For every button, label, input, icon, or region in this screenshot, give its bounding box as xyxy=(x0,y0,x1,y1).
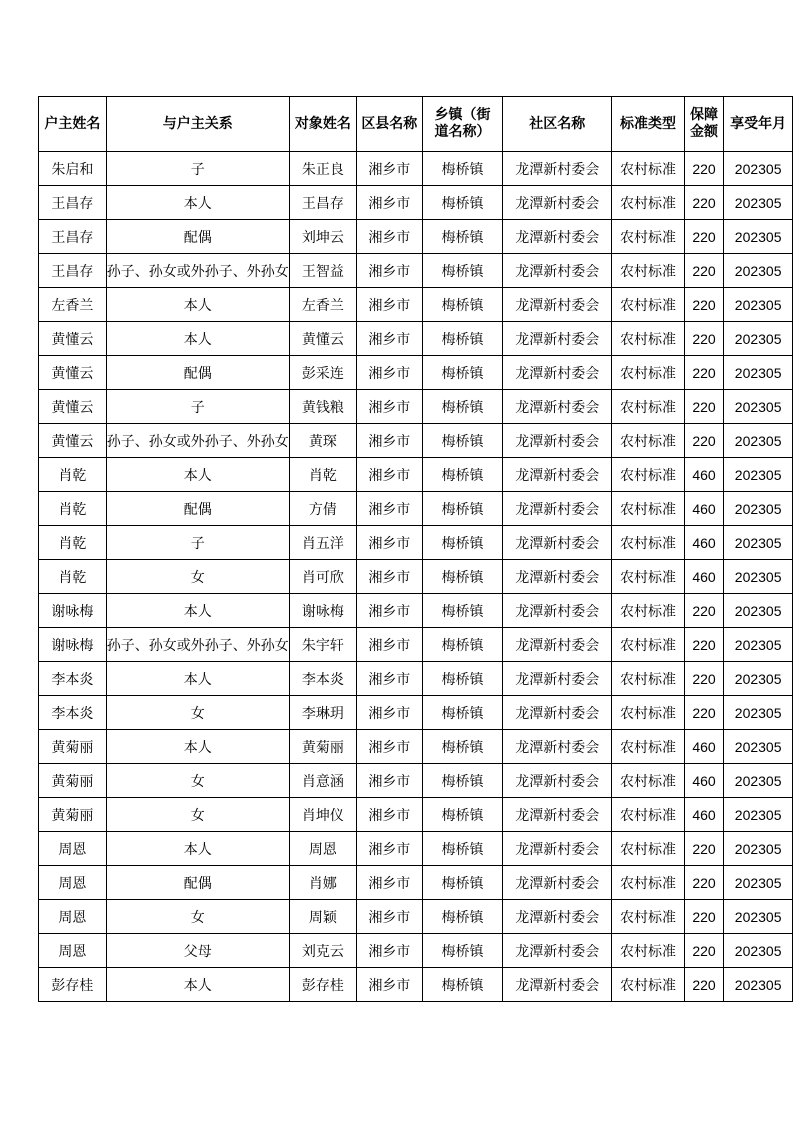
cell-township: 梅桥镇 xyxy=(422,152,503,186)
cell-householder-name: 谢咏梅 xyxy=(39,628,107,662)
cell-township: 梅桥镇 xyxy=(422,696,503,730)
cell-county: 湘乡市 xyxy=(356,390,422,424)
header-row xyxy=(39,97,793,152)
table-row xyxy=(39,832,793,866)
cell-township: 梅桥镇 xyxy=(422,866,503,900)
cell-township: 梅桥镇 xyxy=(422,288,503,322)
cell-standard-type: 农村标准 xyxy=(612,866,684,900)
cell-period: 202305 xyxy=(724,560,793,594)
cell-community: 龙潭新村委会 xyxy=(503,900,612,934)
cell-amount: 220 xyxy=(684,152,724,186)
cell-amount: 220 xyxy=(684,628,724,662)
cell-relation: 女 xyxy=(106,696,289,730)
cell-community: 龙潭新村委会 xyxy=(503,798,612,832)
cell-township: 梅桥镇 xyxy=(422,934,503,968)
table-row xyxy=(39,254,793,288)
cell-township: 梅桥镇 xyxy=(422,900,503,934)
cell-period: 202305 xyxy=(724,322,793,356)
cell-period: 202305 xyxy=(724,866,793,900)
cell-relation: 本人 xyxy=(106,594,289,628)
cell-relation: 配偶 xyxy=(106,866,289,900)
cell-township: 梅桥镇 xyxy=(422,390,503,424)
cell-county: 湘乡市 xyxy=(356,526,422,560)
cell-county: 湘乡市 xyxy=(356,832,422,866)
cell-householder-name: 周恩 xyxy=(39,866,107,900)
table-row xyxy=(39,288,793,322)
cell-period: 202305 xyxy=(724,356,793,390)
cell-standard-type: 农村标准 xyxy=(612,594,684,628)
cell-standard-type: 农村标准 xyxy=(612,356,684,390)
cell-county: 湘乡市 xyxy=(356,186,422,220)
cell-householder-name: 周恩 xyxy=(39,934,107,968)
table-row xyxy=(39,696,793,730)
cell-period: 202305 xyxy=(724,968,793,1002)
cell-county: 湘乡市 xyxy=(356,356,422,390)
cell-county: 湘乡市 xyxy=(356,322,422,356)
cell-period: 202305 xyxy=(724,798,793,832)
cell-period: 202305 xyxy=(724,662,793,696)
cell-township: 梅桥镇 xyxy=(422,526,503,560)
cell-relation: 配偶 xyxy=(106,220,289,254)
cell-standard-type: 农村标准 xyxy=(612,934,684,968)
cell-amount: 460 xyxy=(684,560,724,594)
cell-householder-name: 黄懂云 xyxy=(39,390,107,424)
cell-relation: 父母 xyxy=(106,934,289,968)
cell-recipient-name: 刘坤云 xyxy=(289,220,356,254)
cell-standard-type: 农村标准 xyxy=(612,764,684,798)
cell-period: 202305 xyxy=(724,628,793,662)
cell-period: 202305 xyxy=(724,152,793,186)
header-county: 区县名称 xyxy=(356,97,422,152)
cell-relation: 本人 xyxy=(106,968,289,1002)
cell-recipient-name: 黄钱粮 xyxy=(289,390,356,424)
table-row xyxy=(39,356,793,390)
cell-county: 湘乡市 xyxy=(356,696,422,730)
cell-recipient-name: 王智益 xyxy=(289,254,356,288)
cell-householder-name: 黄菊丽 xyxy=(39,798,107,832)
cell-relation: 配偶 xyxy=(106,356,289,390)
cell-amount: 460 xyxy=(684,526,724,560)
cell-community: 龙潭新村委会 xyxy=(503,288,612,322)
table-row xyxy=(39,662,793,696)
cell-amount: 220 xyxy=(684,696,724,730)
table-row xyxy=(39,900,793,934)
cell-county: 湘乡市 xyxy=(356,866,422,900)
cell-standard-type: 农村标准 xyxy=(612,220,684,254)
cell-recipient-name: 黄懂云 xyxy=(289,322,356,356)
cell-relation: 本人 xyxy=(106,458,289,492)
cell-amount: 220 xyxy=(684,186,724,220)
cell-householder-name: 朱启和 xyxy=(39,152,107,186)
cell-period: 202305 xyxy=(724,526,793,560)
cell-period: 202305 xyxy=(724,254,793,288)
cell-relation: 子 xyxy=(106,152,289,186)
cell-recipient-name: 黄琛 xyxy=(289,424,356,458)
cell-county: 湘乡市 xyxy=(356,254,422,288)
cell-county: 湘乡市 xyxy=(356,424,422,458)
cell-relation: 女 xyxy=(106,764,289,798)
header-period: 享受年月 xyxy=(724,97,793,152)
cell-recipient-name: 肖乾 xyxy=(289,458,356,492)
cell-township: 梅桥镇 xyxy=(422,560,503,594)
cell-relation: 女 xyxy=(106,798,289,832)
cell-recipient-name: 朱正良 xyxy=(289,152,356,186)
header-recipient-name: 对象姓名 xyxy=(289,97,356,152)
cell-township: 梅桥镇 xyxy=(422,322,503,356)
cell-recipient-name: 黄菊丽 xyxy=(289,730,356,764)
cell-period: 202305 xyxy=(724,458,793,492)
cell-relation: 本人 xyxy=(106,662,289,696)
cell-period: 202305 xyxy=(724,288,793,322)
cell-householder-name: 肖乾 xyxy=(39,526,107,560)
table-row xyxy=(39,798,793,832)
cell-standard-type: 农村标准 xyxy=(612,968,684,1002)
cell-township: 梅桥镇 xyxy=(422,424,503,458)
cell-township: 梅桥镇 xyxy=(422,458,503,492)
cell-recipient-name: 谢咏梅 xyxy=(289,594,356,628)
cell-relation: 孙子、孙女或外孙子、外孙女 xyxy=(106,254,289,288)
table-row xyxy=(39,764,793,798)
cell-relation: 孙子、孙女或外孙子、外孙女 xyxy=(106,628,289,662)
cell-standard-type: 农村标准 xyxy=(612,832,684,866)
cell-period: 202305 xyxy=(724,832,793,866)
cell-community: 龙潭新村委会 xyxy=(503,186,612,220)
cell-householder-name: 王昌存 xyxy=(39,220,107,254)
cell-relation: 子 xyxy=(106,526,289,560)
cell-county: 湘乡市 xyxy=(356,900,422,934)
cell-recipient-name: 彭采连 xyxy=(289,356,356,390)
cell-county: 湘乡市 xyxy=(356,730,422,764)
cell-relation: 女 xyxy=(106,900,289,934)
header-township: 乡镇（街道名称） xyxy=(422,97,503,152)
cell-county: 湘乡市 xyxy=(356,152,422,186)
cell-amount: 220 xyxy=(684,832,724,866)
cell-recipient-name: 方倩 xyxy=(289,492,356,526)
cell-recipient-name: 刘克云 xyxy=(289,934,356,968)
cell-relation: 配偶 xyxy=(106,492,289,526)
cell-township: 梅桥镇 xyxy=(422,730,503,764)
cell-community: 龙潭新村委会 xyxy=(503,628,612,662)
cell-amount: 220 xyxy=(684,866,724,900)
cell-community: 龙潭新村委会 xyxy=(503,968,612,1002)
cell-standard-type: 农村标准 xyxy=(612,900,684,934)
header-standard-type: 标准类型 xyxy=(612,97,684,152)
table-row xyxy=(39,152,793,186)
cell-county: 湘乡市 xyxy=(356,628,422,662)
cell-standard-type: 农村标准 xyxy=(612,186,684,220)
cell-householder-name: 黄懂云 xyxy=(39,424,107,458)
cell-amount: 460 xyxy=(684,730,724,764)
cell-township: 梅桥镇 xyxy=(422,356,503,390)
cell-community: 龙潭新村委会 xyxy=(503,696,612,730)
cell-householder-name: 周恩 xyxy=(39,832,107,866)
cell-standard-type: 农村标准 xyxy=(612,492,684,526)
cell-amount: 220 xyxy=(684,356,724,390)
cell-recipient-name: 朱宇轩 xyxy=(289,628,356,662)
cell-recipient-name: 彭存桂 xyxy=(289,968,356,1002)
cell-period: 202305 xyxy=(724,730,793,764)
cell-relation: 本人 xyxy=(106,288,289,322)
cell-recipient-name: 肖娜 xyxy=(289,866,356,900)
cell-householder-name: 李本炎 xyxy=(39,696,107,730)
cell-householder-name: 左香兰 xyxy=(39,288,107,322)
header-relation: 与户主关系 xyxy=(106,97,289,152)
header-amount: 保障金额 xyxy=(684,97,724,152)
cell-period: 202305 xyxy=(724,492,793,526)
table-row xyxy=(39,730,793,764)
cell-householder-name: 黄菊丽 xyxy=(39,764,107,798)
cell-county: 湘乡市 xyxy=(356,968,422,1002)
cell-householder-name: 李本炎 xyxy=(39,662,107,696)
cell-standard-type: 农村标准 xyxy=(612,458,684,492)
cell-period: 202305 xyxy=(724,764,793,798)
cell-standard-type: 农村标准 xyxy=(612,662,684,696)
cell-recipient-name: 李本炎 xyxy=(289,662,356,696)
cell-recipient-name: 肖五洋 xyxy=(289,526,356,560)
cell-amount: 460 xyxy=(684,798,724,832)
cell-householder-name: 肖乾 xyxy=(39,458,107,492)
cell-standard-type: 农村标准 xyxy=(612,254,684,288)
cell-community: 龙潭新村委会 xyxy=(503,492,612,526)
cell-county: 湘乡市 xyxy=(356,492,422,526)
cell-community: 龙潭新村委会 xyxy=(503,934,612,968)
cell-relation: 子 xyxy=(106,390,289,424)
cell-amount: 220 xyxy=(684,254,724,288)
table-row xyxy=(39,424,793,458)
cell-period: 202305 xyxy=(724,186,793,220)
cell-period: 202305 xyxy=(724,594,793,628)
cell-relation: 本人 xyxy=(106,730,289,764)
cell-recipient-name: 肖意涵 xyxy=(289,764,356,798)
cell-community: 龙潭新村委会 xyxy=(503,866,612,900)
cell-period: 202305 xyxy=(724,220,793,254)
cell-standard-type: 农村标准 xyxy=(612,424,684,458)
cell-county: 湘乡市 xyxy=(356,798,422,832)
cell-township: 梅桥镇 xyxy=(422,186,503,220)
cell-recipient-name: 肖坤仪 xyxy=(289,798,356,832)
header-community: 社区名称 xyxy=(503,97,612,152)
cell-standard-type: 农村标准 xyxy=(612,288,684,322)
cell-township: 梅桥镇 xyxy=(422,492,503,526)
cell-standard-type: 农村标准 xyxy=(612,628,684,662)
cell-community: 龙潭新村委会 xyxy=(503,458,612,492)
cell-community: 龙潭新村委会 xyxy=(503,424,612,458)
cell-county: 湘乡市 xyxy=(356,458,422,492)
cell-community: 龙潭新村委会 xyxy=(503,322,612,356)
cell-community: 龙潭新村委会 xyxy=(503,220,612,254)
cell-householder-name: 谢咏梅 xyxy=(39,594,107,628)
cell-community: 龙潭新村委会 xyxy=(503,356,612,390)
cell-county: 湘乡市 xyxy=(356,560,422,594)
table-row xyxy=(39,866,793,900)
cell-standard-type: 农村标准 xyxy=(612,560,684,594)
table-row xyxy=(39,390,793,424)
cell-amount: 220 xyxy=(684,900,724,934)
cell-relation: 女 xyxy=(106,560,289,594)
cell-township: 梅桥镇 xyxy=(422,798,503,832)
table-row xyxy=(39,322,793,356)
cell-standard-type: 农村标准 xyxy=(612,322,684,356)
cell-county: 湘乡市 xyxy=(356,764,422,798)
table-row xyxy=(39,934,793,968)
cell-county: 湘乡市 xyxy=(356,934,422,968)
cell-amount: 220 xyxy=(684,288,724,322)
cell-relation: 本人 xyxy=(106,322,289,356)
cell-householder-name: 肖乾 xyxy=(39,492,107,526)
cell-householder-name: 彭存桂 xyxy=(39,968,107,1002)
cell-amount: 460 xyxy=(684,492,724,526)
cell-householder-name: 黄懂云 xyxy=(39,322,107,356)
table-row xyxy=(39,186,793,220)
cell-amount: 220 xyxy=(684,322,724,356)
cell-standard-type: 农村标准 xyxy=(612,390,684,424)
cell-standard-type: 农村标准 xyxy=(612,526,684,560)
cell-county: 湘乡市 xyxy=(356,220,422,254)
table-row xyxy=(39,560,793,594)
header-householder-name: 户主姓名 xyxy=(39,97,107,152)
table-row xyxy=(39,220,793,254)
cell-householder-name: 周恩 xyxy=(39,900,107,934)
cell-community: 龙潭新村委会 xyxy=(503,662,612,696)
cell-standard-type: 农村标准 xyxy=(612,696,684,730)
cell-relation: 本人 xyxy=(106,186,289,220)
cell-amount: 220 xyxy=(684,390,724,424)
cell-recipient-name: 周颖 xyxy=(289,900,356,934)
cell-amount: 220 xyxy=(684,934,724,968)
cell-community: 龙潭新村委会 xyxy=(503,764,612,798)
cell-standard-type: 农村标准 xyxy=(612,730,684,764)
cell-amount: 460 xyxy=(684,458,724,492)
cell-standard-type: 农村标准 xyxy=(612,798,684,832)
cell-householder-name: 黄菊丽 xyxy=(39,730,107,764)
cell-recipient-name: 左香兰 xyxy=(289,288,356,322)
cell-amount: 460 xyxy=(684,764,724,798)
cell-community: 龙潭新村委会 xyxy=(503,832,612,866)
cell-township: 梅桥镇 xyxy=(422,220,503,254)
cell-county: 湘乡市 xyxy=(356,594,422,628)
cell-community: 龙潭新村委会 xyxy=(503,730,612,764)
cell-community: 龙潭新村委会 xyxy=(503,594,612,628)
cell-period: 202305 xyxy=(724,424,793,458)
cell-householder-name: 王昌存 xyxy=(39,254,107,288)
cell-period: 202305 xyxy=(724,696,793,730)
cell-community: 龙潭新村委会 xyxy=(503,560,612,594)
cell-township: 梅桥镇 xyxy=(422,832,503,866)
cell-recipient-name: 王昌存 xyxy=(289,186,356,220)
table-row xyxy=(39,594,793,628)
table-row xyxy=(39,458,793,492)
cell-relation: 本人 xyxy=(106,832,289,866)
cell-period: 202305 xyxy=(724,934,793,968)
cell-amount: 220 xyxy=(684,220,724,254)
cell-community: 龙潭新村委会 xyxy=(503,390,612,424)
cell-county: 湘乡市 xyxy=(356,288,422,322)
subsidy-table xyxy=(38,96,793,1002)
cell-township: 梅桥镇 xyxy=(422,968,503,1002)
cell-householder-name: 王昌存 xyxy=(39,186,107,220)
cell-amount: 220 xyxy=(684,662,724,696)
cell-amount: 220 xyxy=(684,968,724,1002)
cell-township: 梅桥镇 xyxy=(422,764,503,798)
cell-recipient-name: 周恩 xyxy=(289,832,356,866)
cell-township: 梅桥镇 xyxy=(422,662,503,696)
cell-community: 龙潭新村委会 xyxy=(503,526,612,560)
cell-recipient-name: 肖可欣 xyxy=(289,560,356,594)
cell-township: 梅桥镇 xyxy=(422,628,503,662)
cell-amount: 220 xyxy=(684,424,724,458)
cell-householder-name: 肖乾 xyxy=(39,560,107,594)
table-row xyxy=(39,968,793,1002)
cell-householder-name: 黄懂云 xyxy=(39,356,107,390)
cell-recipient-name: 李琳玥 xyxy=(289,696,356,730)
cell-relation: 孙子、孙女或外孙子、外孙女 xyxy=(106,424,289,458)
cell-community: 龙潭新村委会 xyxy=(503,254,612,288)
cell-township: 梅桥镇 xyxy=(422,594,503,628)
cell-amount: 220 xyxy=(684,594,724,628)
table-row xyxy=(39,628,793,662)
cell-county: 湘乡市 xyxy=(356,662,422,696)
table-row xyxy=(39,492,793,526)
cell-community: 龙潭新村委会 xyxy=(503,152,612,186)
cell-period: 202305 xyxy=(724,900,793,934)
cell-period: 202305 xyxy=(724,390,793,424)
table-row xyxy=(39,526,793,560)
cell-standard-type: 农村标准 xyxy=(612,152,684,186)
cell-township: 梅桥镇 xyxy=(422,254,503,288)
